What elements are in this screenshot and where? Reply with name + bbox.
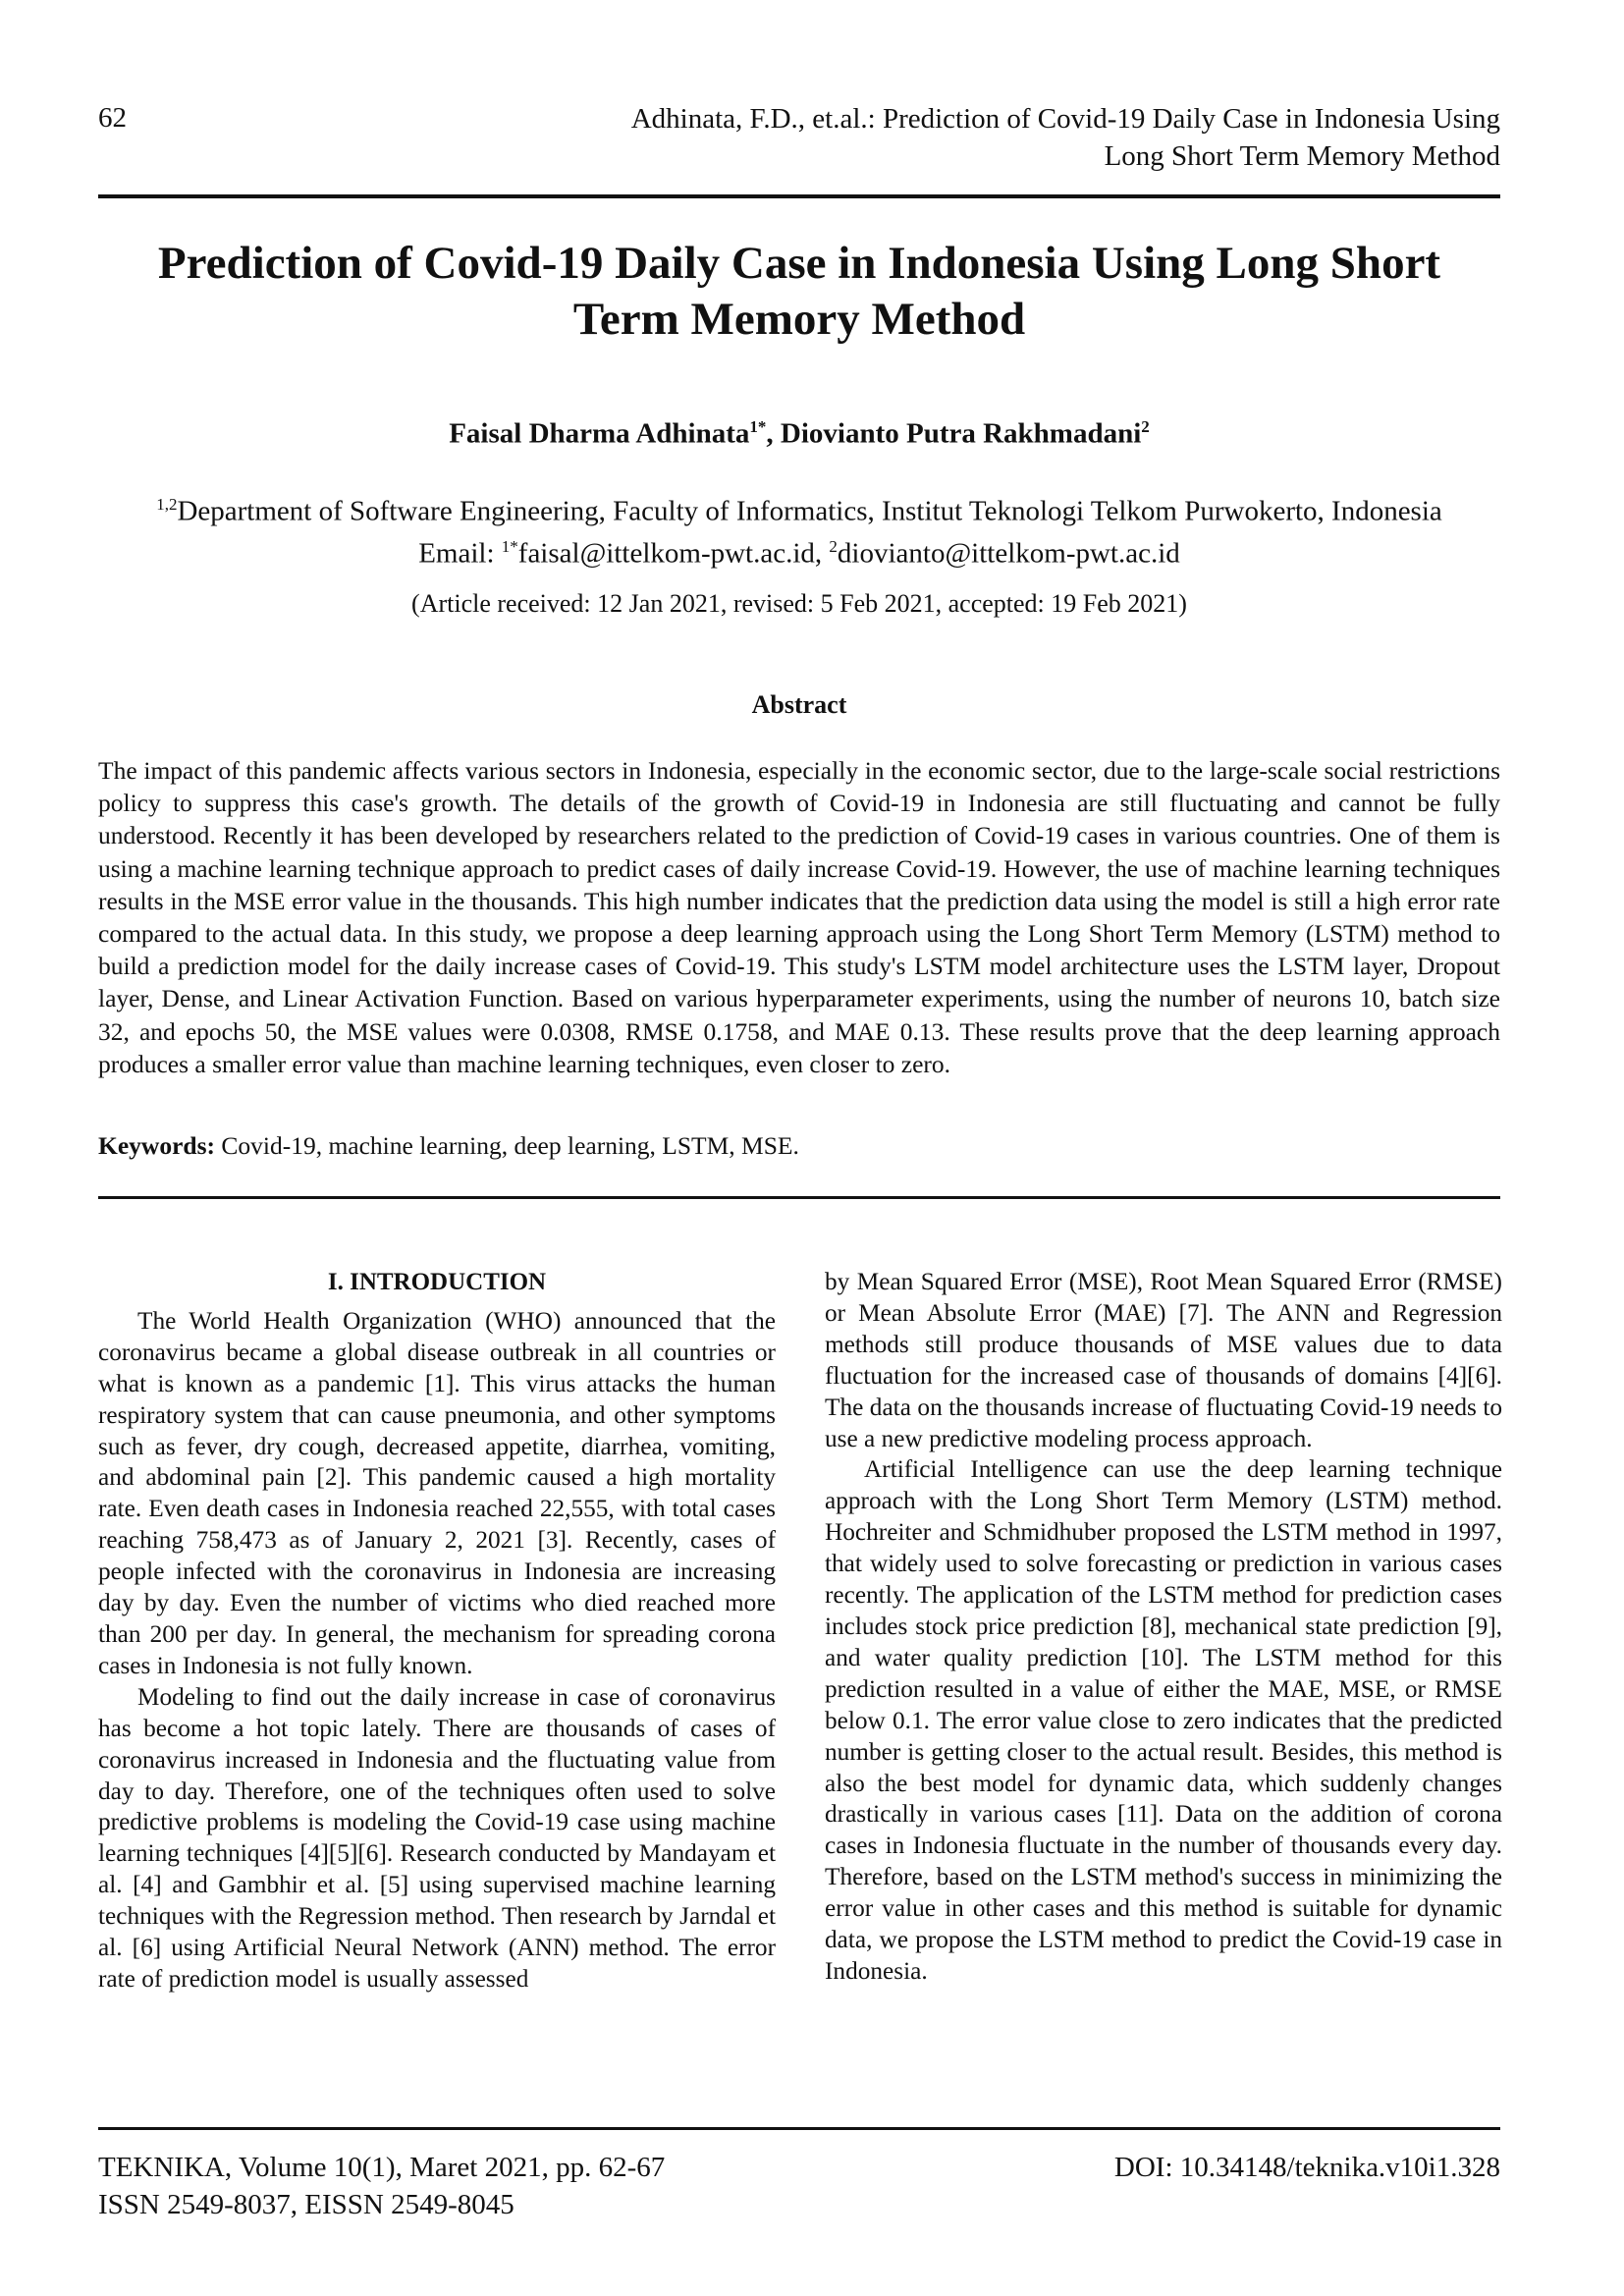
running-header <box>420 100 1500 175</box>
paper-title <box>98 236 1500 348</box>
header-rule <box>98 194 1500 198</box>
author-list <box>98 417 1500 451</box>
footer-doi[interactable]: DOI: 10.34148/teknika.v10i1.328 <box>1113 2152 1500 2183</box>
intro-paragraph-4: Artificial Intelligence can use the deep learning technique approach with the Long Short Term Memory (LSTM) method. Hochreiter and Schmidhuber proposed the LSTM method in 1997, that widely used to solve forecasting or prediction in various cases recently. The application of the LSTM method for prediction cases includes stock price prediction [8], mechanical state prediction [9], and water quality prediction [10]. The LSTM method for this prediction resulted in a value of either the MAE, MSE, or RMSE below 0.1. The error value close to zero indicates that the predicted number is getting closer to the actual result. Besides, this method is also the best model for dynamic data, which suddenly changes drastically in various cases [11]. Data on the addition of corona cases in Indonesia fluctuate in the number of thousands every day. Therefore, based on the LSTM method's success in minimizing the error value in other cases and this method is suitable for dynamic data, we propose the LSTM method to predict the Covid-19 case in Indonesia. <box>825 1455 1502 1985</box>
footer-journal: TEKNIKA, Volume 10(1), Maret 2021, pp. 62-67 <box>98 2152 666 2183</box>
abstract-rule <box>98 1196 1500 1199</box>
email-label: Email: <box>418 537 502 570</box>
footer-rule <box>98 2127 1500 2130</box>
right-column <box>825 1267 1502 1988</box>
email-1-sup: 1* <box>501 536 518 556</box>
abstract-heading: Abstract <box>751 690 847 719</box>
paper-title-line2: Term Memory Method <box>572 294 1026 345</box>
keywords-label: Keywords: <box>98 1131 215 1160</box>
keywords <box>98 1131 1500 1161</box>
keywords-list: Covid-19, machine learning, deep learning, LSTM, MSE. <box>214 1131 799 1160</box>
intro-paragraph-2: Modeling to find out the daily increase in case of coronavirus has become a hot topic lately. There are thousands of cases of coronavirus increased in Indonesia and the fluctuating value from day to day. Therefore, one of the techniques often used to solve predictive problems is modeling the Covid-19 case using machine learning techniques [4][5][6]. Research conducted by Mandayam et al. [4] and Gambhir et al. [5] using supervised machine learning techniques with the Regression method. Then research by Jarndal et al. [6] using Artificial Neural Network (ANN) method. The error rate of prediction model is usually assessed <box>98 1682 776 1993</box>
author-1-sup: 1* <box>749 417 767 436</box>
affiliation <box>98 487 1500 571</box>
author-sep: , <box>766 417 781 450</box>
email-1[interactable]: faisal@ittelkom-pwt.ac.id, <box>517 537 830 570</box>
footer-issn: ISSN 2549-8037, EISSN 2549-8045 <box>98 2189 514 2220</box>
running-header-line1: Adhinata, F.D., et.al.: Prediction of Covid-19 Daily Case in Indonesia Using <box>630 103 1500 135</box>
intro-paragraph-1: The World Health Organization (WHO) announced that the coronavirus became a global disease outbreak in all countries or what is known as a pandemic [1]. This virus attacks the human respiratory system that can cause pneumonia, and other symptoms such as fever, dry cough, decreased appetite, diarrhea, vomiting, and abdominal pain [2]. This pandemic caused a high mortality rate. Even death cases in Indonesia reached 22,555, with total cases reaching 758,473 as of January 2, 2021 [3]. Recently, cases of people infected with the coronavirus in Indonesia are increasing day by day. Even the number of victims who died reached more than 200 per day. In general, the mechanism for spreading corona cases in Indonesia is not fully known. <box>98 1306 776 1679</box>
article-dates: (Article received: 12 Jan 2021, revised: 5 Feb 2021, accepted: 19 Feb 2021) <box>411 589 1187 618</box>
intro-paragraph-3: by Mean Squared Error (MSE), Root Mean Squared Error (RMSE) or Mean Absolute Error (MAE) [7]. The ANN and Regression methods still produce thousands of MSE values due to data fluctuation for the increased case of thousands of domains [4][6]. The data on the thousands increase of fluctuating Covid-19 needs to use a new predictive modeling process approach. <box>825 1268 1502 1452</box>
author-2-sup: 2 <box>1141 417 1150 436</box>
section-heading: I. INTRODUCTION <box>327 1269 547 1295</box>
email-2[interactable]: diovianto@ittelkom-pwt.ac.id <box>837 537 1180 570</box>
left-column <box>98 1267 776 1995</box>
affiliation-sup: 1,2 <box>156 495 178 514</box>
page-number: 62 <box>98 102 127 134</box>
email-2-sup: 2 <box>829 536 838 556</box>
author-1: Faisal Dharma Adhinata <box>449 417 750 450</box>
abstract-text: The impact of this pandemic affects various sectors in Indonesia, especially in the economic sector, due to the large-scale social restrictions policy to suppress this case's growth. The details of the growth of Covid-19 in Indonesia are still fluctuating and cannot be fully understood. Recently it has been developed by researchers related to the prediction of Covid-19 cases in various countries. One of them is using a machine learning technique approach to predict cases of daily increase Covid-19. However, the use of machine learning techniques results in the MSE error value in the thousands. This high number indicates that the prediction data using the model is still a high error rate compared to the actual data. In this study, we propose a deep learning approach using the Long Short Term Memory (LSTM) method to build a prediction model for the daily increase cases of Covid-19. This study's LSTM model architecture uses the LSTM layer, Dropout layer, Dense, and Linear Activation Function. Based on various hyperparameter experiments, using the number of neurons 10, batch size 32, and epochs 50, the MSE values were 0.0308, RMSE 0.1758, and MAE 0.13. These results prove that the deep learning approach produces a smaller error value than machine learning techniques, even closer to zero. <box>98 756 1500 1078</box>
running-header-line2: Long Short Term Memory Method <box>1104 140 1500 172</box>
affiliation-text: Department of Software Engineering, Faculty of Informatics, Institut Teknologi Telkom Purwokerto, Indonesia <box>177 495 1442 527</box>
paper-title-line1: Prediction of Covid-19 Daily Case in Indonesia Using Long Short <box>157 238 1441 289</box>
author-2: Diovianto Putra Rakhmadani <box>780 417 1142 450</box>
footer-left <box>98 2149 665 2223</box>
